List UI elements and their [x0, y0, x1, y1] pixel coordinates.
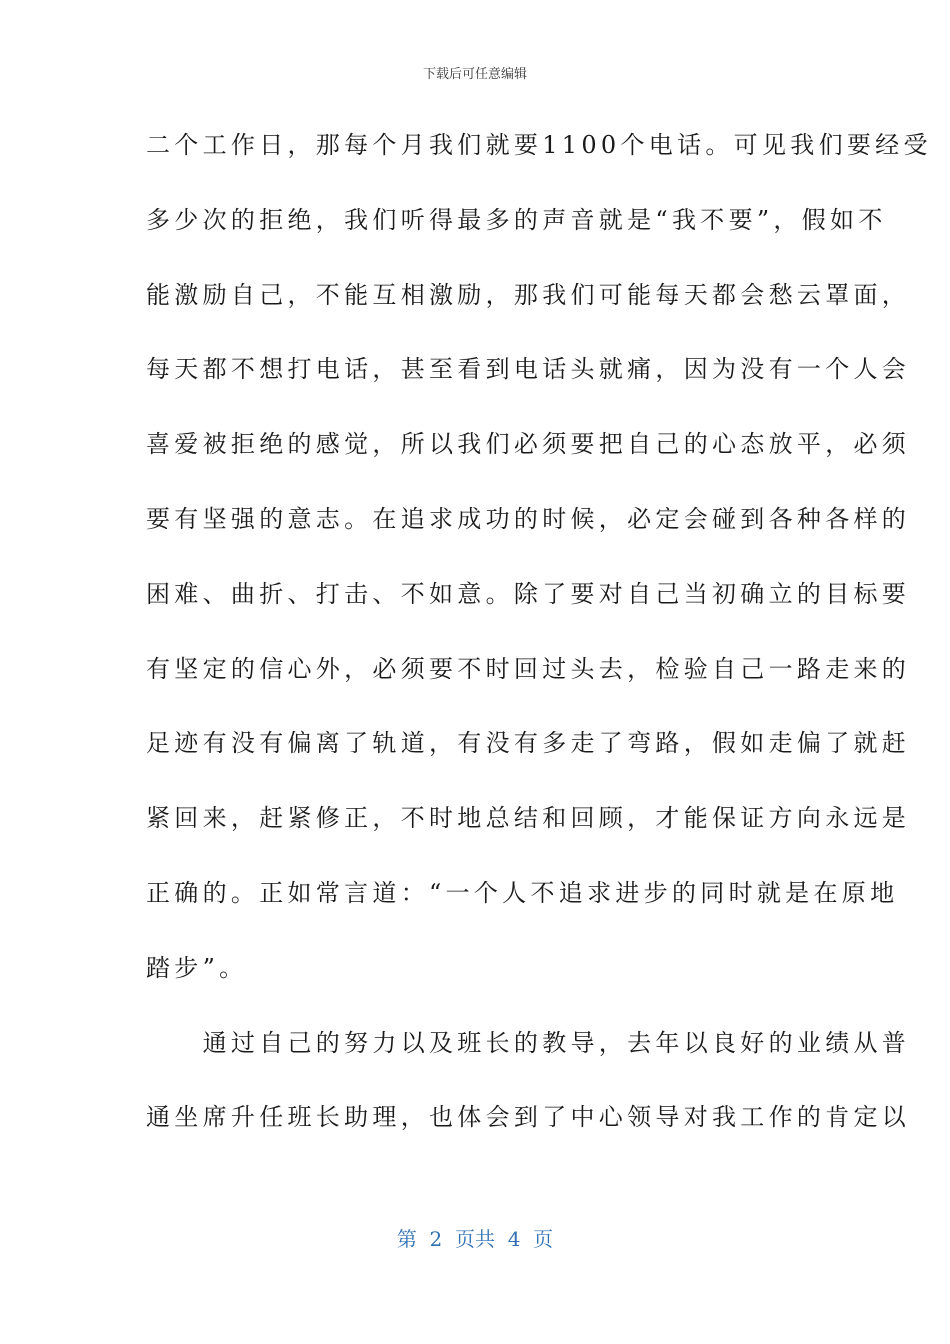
text-line: 要有坚强的意志。在追求成功的时候，必定会碰到各种各样的 — [146, 504, 911, 533]
text-line: 正确的。正如常言道：“一个人不追求进步的同时就是在原地 — [146, 878, 899, 907]
text-line: 有坚定的信心外，必须要不时回过头去，检验自己一路走来的 — [146, 654, 911, 683]
text-line: 足迹有没有偏离了轨道，有没有多走了弯路，假如走偏了就赶 — [146, 729, 911, 758]
text-line: 能激励自己，不能互相激励，那我们可能每天都会愁云罩面， — [146, 280, 911, 309]
text-line: 通过自己的努力以及班长的教导，去年以良好的业绩从普 — [146, 1028, 911, 1057]
text-line: 二个工作日，那每个月我们就要1100个电话。可见我们要经受 — [146, 131, 932, 159]
page-header: 下载后可任意编辑 — [422, 67, 527, 82]
text-line: 通坐席升任班长助理，也体会到了中心领导对我工作的肯定以 — [146, 1103, 911, 1132]
text-line: 紧回来，赶紧修正，不时地总结和回顾，才能保证方向永远是 — [146, 804, 911, 833]
body-text — [146, 119, 932, 1166]
page-footer: 第 2 页共 4 页 — [396, 1227, 554, 1251]
text-line: 多少次的拒绝，我们听得最多的声音就是“我不要”，假如不 — [146, 205, 887, 234]
text-line: 困难、曲折、打击、不如意。除了要对自己当初确立的目标要 — [146, 579, 911, 608]
text-line: 踏步”。 — [146, 953, 248, 982]
text-line: 喜爱被拒绝的感觉，所以我们必须要把自己的心态放平，必须 — [146, 430, 911, 459]
text-line: 每天都不想打电话，甚至看到电话头就痛，因为没有一个人会 — [146, 355, 911, 384]
